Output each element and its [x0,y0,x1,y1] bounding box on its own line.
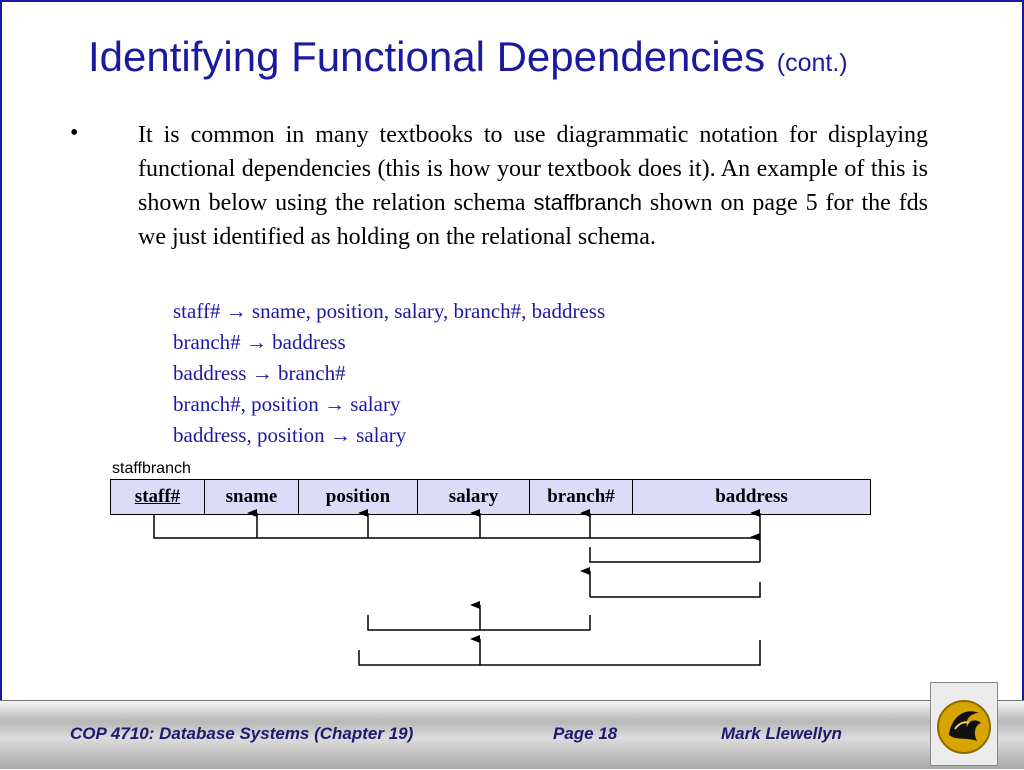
schema-cell-branch: branch# [530,480,633,514]
schema-cell-baddress: baddress [715,486,788,507]
ucf-pegasus-logo-icon [930,682,998,766]
fd-item: branch#, position → salary [173,392,401,416]
paragraph-part2: shown on page 5 for the fds we just identified as holding on the relational schema. [138,190,929,250]
fd-item: staff# → sname, position, salary, branch#, baddress [173,299,606,323]
primary-key-attribute: staff# [134,486,181,507]
fd-item: baddress → branch# [173,361,346,385]
fd3-connector [590,582,760,597]
fd-item: branch# → baddress [173,330,346,354]
schema-label: staffbranch [112,460,191,477]
title-main: Identifying Functional Dependencies [88,33,766,80]
footer-author: Mark Llewellyn [721,724,842,743]
fd5-connector [359,640,760,665]
fd1-connector [154,515,760,538]
footer-page: Page 18 [553,724,618,743]
fd-item: baddress, position → salary [173,423,407,447]
paragraph-part1: It is common in many textbooks to use diagrammatic notation for displaying functional dependencies (this is how your textbook does it). An example of this is shown below using the relation schema [138,122,928,216]
schema-cell-salary: salary [418,480,530,514]
fd4-connector [368,615,590,630]
footer-course: COP 4710: Database Systems (Chapter 19) [70,724,414,743]
bullet-marker: • [70,120,79,146]
title-suffix: (cont.) [776,49,848,77]
fd2-connector [590,547,760,562]
schema-cell-position: position [299,480,418,514]
paragraph-schema-name: staffbranch [533,190,642,215]
schema-cell-sname: sname [205,480,299,514]
